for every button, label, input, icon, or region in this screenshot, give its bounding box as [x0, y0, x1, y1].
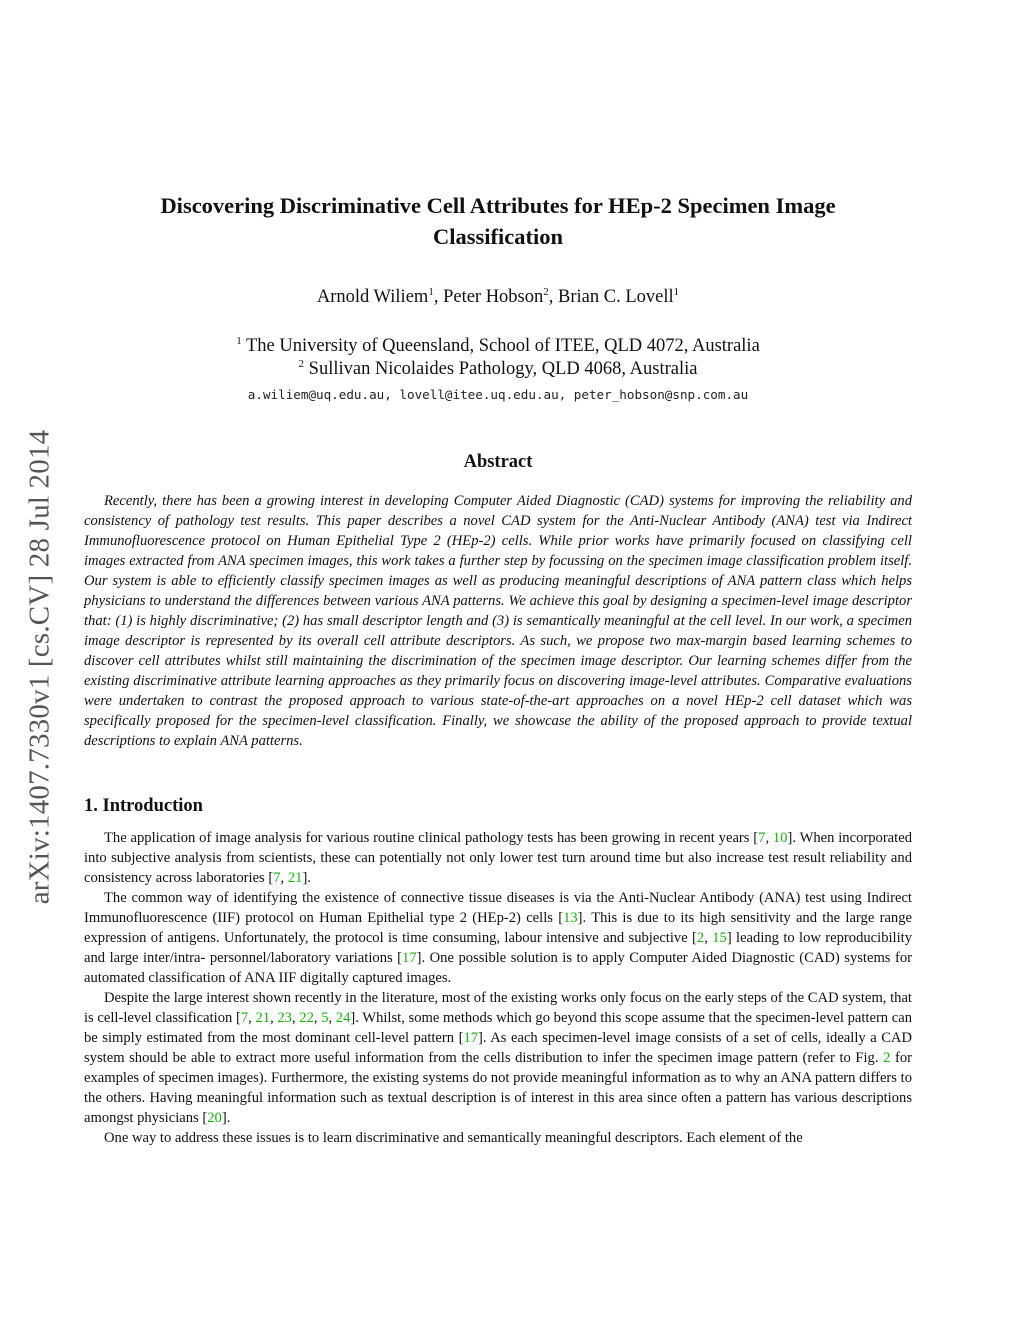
section-heading-introduction: 1. Introduction — [84, 796, 203, 816]
citation-link[interactable]: 17 — [402, 950, 417, 966]
body-paragraph — [84, 1128, 912, 1148]
paragraph-text: , — [291, 1010, 300, 1026]
citation-link[interactable]: 21 — [287, 870, 303, 886]
paragraph-text: ]. — [302, 870, 311, 886]
citation-link[interactable]: 17 — [463, 1030, 479, 1046]
introduction-body — [84, 828, 912, 1148]
citation-link[interactable]: 22 — [299, 1010, 314, 1026]
citation-link[interactable]: 7 — [240, 1010, 249, 1026]
citation-link[interactable]: 20 — [207, 1110, 222, 1126]
author-name: Arnold Wiliem — [316, 287, 429, 307]
body-paragraph — [84, 988, 912, 1128]
arxiv-identifier: arXiv:1407.7330v1 [cs.CV] 28 Jul 2014 — [23, 429, 56, 905]
paragraph-text: , — [328, 1010, 336, 1026]
author-affiliation-mark: 2 — [543, 286, 549, 298]
paper-title — [110, 190, 886, 252]
author-affiliation-mark: 1 — [673, 286, 680, 298]
author-name: Peter Hobson — [443, 287, 544, 307]
citation-link[interactable]: 24 — [335, 1010, 351, 1026]
paragraph-text: , — [270, 1010, 278, 1026]
body-paragraph — [84, 888, 912, 988]
citation-link[interactable]: 7 — [273, 870, 281, 886]
paragraph-text: One way to address these issues is to learn discriminative and semantically meaningful descriptors. Each element of the — [104, 1130, 803, 1146]
author-name: Brian C. Lovell — [558, 287, 674, 307]
paragraph-text: The application of image analysis for various routine clinical pathology tests has been growing in recent years [ — [104, 830, 759, 846]
citation-link[interactable]: 5 — [321, 1010, 329, 1026]
affiliation-1 — [110, 334, 886, 358]
abstract-heading: Abstract — [463, 452, 533, 472]
author-emails: a.wiliem@uq.edu.au, lovell@itee.uq.edu.au, peter_hobson@snp.com.au — [247, 387, 749, 402]
arxiv-sidebar — [18, 372, 62, 962]
paragraph-text: , — [248, 1010, 256, 1026]
paragraph-text: , — [765, 830, 773, 846]
paper-title-line-2: Classification — [432, 224, 563, 249]
abstract-text: Recently, there has been a growing interest in developing Computer Aided Diagnostic (CAD) systems for improving the reliability and consistency of pathology test results. This paper describes a novel CAD system for the Anti-Nuclear Antibody (ANA) test via Indirect Immunofluorescence protocol on Human Epithelial Type 2 (HEp-2) cells. While prior works have primarily focused on classifying cell images extracted from ANA specimen images, this work takes a further step by focussing on the specimen image classification problem itself. Our system is able to efficiently classify specimen images as well as producing meaningful descriptions of ANA pattern class which helps physicians to understand the differences between various ANA patterns. We achieve this goal by designing a specimen-level image descriptor that: (1) is highly discriminative; (2) has small descriptor length and (3) is semantically meaningful at the cell level. In our work, a specimen image descriptor is represented by its overall cell attribute descriptors. As such, we propose two max-margin based learning schemes to discover cell attributes whilst still maintaining the discrimination of the specimen image descriptor. Our learning schemes differ from the existing discriminative attribute learning approaches as they primarily focus on discovering image-level attributes. Comparative evaluations were undertaken to contrast the proposed approach to various state-of-the-art approaches on a novel HEp-2 cell dataset which was specifically proposed for the specimen-level classification. Finally, we showcase the ability of the proposed approach to provide textual descriptions to explain ANA patterns. — [84, 493, 912, 749]
citation-link[interactable]: 2 — [883, 1050, 891, 1066]
paragraph-text: The common way of identifying the existence of connective tissue diseases is via the Anti-Nuclear Antibody (ANA) test using Indirect Immunofluorescence (IIF) protocol on Human Epithelial type 2 (HEp-2) cells [ — [84, 890, 912, 926]
affiliation-number: 2 — [298, 358, 305, 370]
citation-link[interactable]: 15 — [712, 930, 727, 946]
author-affiliation-mark: 1 — [428, 286, 434, 298]
paragraph-text: ]. When incorporated into subjective analysis from scientists, these can potentially not only lower test turn around time but also increase test result reliability and consistency across laboratories [ — [84, 830, 912, 886]
citation-link[interactable]: 2 — [696, 930, 705, 946]
body-paragraph — [84, 828, 912, 888]
paragraph-text: , — [280, 870, 288, 886]
citation-link[interactable]: 7 — [758, 830, 766, 846]
citation-link[interactable]: 23 — [277, 1010, 292, 1026]
affiliation-number: 1 — [236, 335, 242, 347]
paragraph-text: Despite the large interest shown recently in the literature, most of the existing works only focus on the early steps of the CAD system, that is cell-level classification [ — [84, 990, 912, 1026]
paragraph-text: ]. This is due to its high sensitivity and the large range expression of antigens. Unfortunately, the protocol is time consuming, labour intensive and subjective [ — [84, 910, 912, 946]
paragraph-text: ]. Whilst, some methods which go beyond this scope assume that the specimen-level pattern can be simply estimated from the most dominant cell-level pattern [ — [84, 1010, 913, 1046]
citation-link[interactable]: 13 — [563, 910, 578, 926]
author-list: Arnold Wiliem$^1$, Peter Hobson$^2$, Brian C. Lovell$^1$ — [316, 286, 680, 307]
affiliation-text: Sullivan Nicolaides Pathology, QLD 4068, Australia — [308, 359, 698, 379]
affiliation-text: The University of Queensland, School of ITEE, QLD 4072, Australia — [246, 336, 760, 356]
paragraph-text: , — [313, 1010, 322, 1026]
paragraph-text: ] leading to low reproducibility and large inter/intra- personnel/laboratory variations [ — [84, 930, 913, 966]
paragraph-text: ]. — [221, 1110, 231, 1126]
citation-link[interactable]: 10 — [772, 830, 788, 846]
paragraph-text: ]. As each specimen-level image consists of a set of cells, ideally a CAD system should be able to extract more useful information from the cells distribution to infer the specimen image pattern (refer to Fig. — [84, 1030, 913, 1066]
citation-link[interactable]: 21 — [255, 1010, 271, 1026]
paragraph-text: ]. One possible solution is to apply Computer Aided Diagnostic (CAD) systems for automated classification of ANA IIF digitally captured images. — [84, 950, 912, 986]
affiliation-2 — [110, 357, 886, 381]
paragraph-text: for examples of specimen images). Furthermore, the existing systems do not provide meaningful information as to why an ANA pattern differs to the others. Having meaningful information such as textual description is of interest in this area since often a pattern has various descriptions amongst physicians [ — [84, 1050, 912, 1126]
paper-title-line-1: Discovering Discriminative Cell Attributes for HEp-2 Specimen Image — [160, 193, 836, 218]
paragraph-text: , — [704, 930, 713, 946]
